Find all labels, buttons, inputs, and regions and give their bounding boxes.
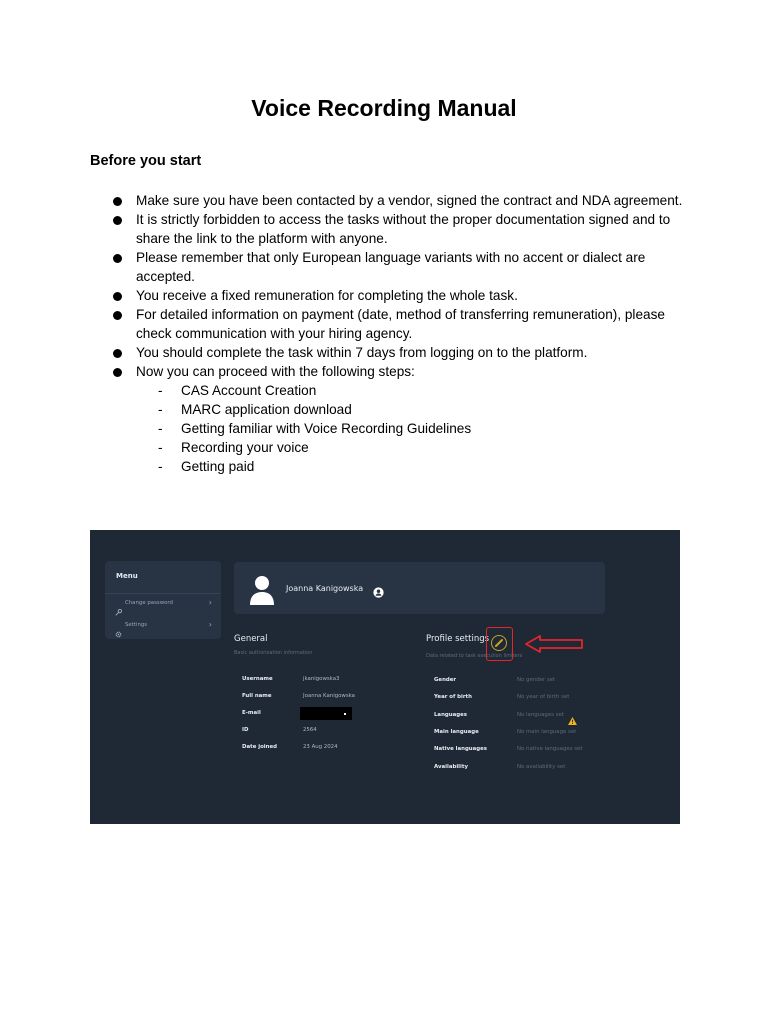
menu-item-settings[interactable] [105,617,221,637]
year-of-birth-label: Year of birth [434,694,472,700]
bullet-item: You receive a fixed remuneration for completing the whole task. [112,286,692,305]
chevron-right-icon: › [208,620,212,629]
bullet-item: It is strictly forbidden to access the tasks without the proper documentation signed and to share the link to the platform with anyone. [112,210,692,248]
bullet-item: Make sure you have been contacted by a vendor, signed the contract and NDA agreement. [112,191,692,210]
document-title: Voice Recording Manual [251,95,517,121]
profile-card [234,562,605,614]
languages-value: No languages set [517,712,564,718]
bullet-dot [113,216,122,225]
availability-label: Availability [434,764,468,770]
languages-label: Languages [434,712,467,718]
native-languages-label: Native languages [434,746,488,752]
menu-header [105,561,221,594]
bullet-dot [113,349,122,358]
username-label: Username [242,676,273,682]
email-label: E-mail [242,710,261,716]
pencil-icon[interactable] [491,635,507,651]
bullet-dot [113,254,122,263]
bullet-item: Please remember that only European language variants with no accent or dialect are accepted. [112,248,692,286]
native-languages-value: No native languages set [517,746,583,752]
menu-item-change-password[interactable] [105,595,221,615]
id-value: 2564 [303,727,317,733]
arrow-left-icon [524,634,586,654]
bullet-dot [113,368,122,377]
section-heading: Before you start [90,153,202,169]
step-item: - Recording your voice [158,440,309,455]
menu-title: Menu [116,572,138,580]
general-section-subtitle: Basic authorization information [234,650,313,656]
bullet-list [112,191,692,476]
step-item: - MARC application download [158,402,352,417]
gear-icon [115,623,121,629]
menu-item-label: Change password [125,600,173,606]
step-item: - Getting familiar with Voice Recording Guidelines [158,421,472,436]
main-language-label: Main language [434,729,479,735]
platform-screenshot [90,530,680,824]
profile-name: Joanna Kanigowska [286,584,364,593]
edit-highlight-box [486,627,513,661]
bullet-item: You should complete the task within 7 days from logging on to the platform. [112,343,692,362]
main-language-value: No main language set [517,729,577,735]
warning-triangle-icon [568,710,577,718]
chevron-right-icon: › [208,598,212,607]
date-joined-value: 23 Aug 2024 [303,744,338,750]
profile-settings-subtitle: Data related to task execution limiters [426,653,523,659]
step-item: - CAS Account Creation [158,383,317,398]
year-of-birth-value: No year of birth set [517,694,570,700]
profile-settings-title: Profile settings [426,634,490,644]
bullet-dot [113,197,122,206]
full-name-label: Full name [242,693,272,699]
bullet-dot [113,292,122,301]
date-joined-label: Date joined [242,744,277,750]
bullet-dot [113,311,122,320]
steps-list [158,381,692,476]
availability-value: No availability set [517,764,566,770]
step-item: - Getting paid [158,459,255,474]
general-section-title: General [234,634,268,644]
user-circle-icon[interactable] [373,583,384,594]
key-icon [115,601,121,607]
user-silhouette-icon [248,574,276,606]
username-value: jkanigowska3 [303,676,340,682]
menu-panel [105,561,221,639]
bullet-item: Now you can proceed with the following steps: - CAS Account Creation - MARC application download - Getting familiar with Voice Recording Guidelines - Recording your voice - Getting paid [112,362,692,476]
menu-item-label: Settings [125,622,148,628]
gender-label: Gender [434,677,457,683]
gender-value: No gender set [517,677,556,683]
bullet-item: For detailed information on payment (date, method of transferring remuneration), please check communication with your hiring agency. [112,305,692,343]
redaction-mark [344,713,346,715]
id-label: ID [242,727,249,733]
full-name-value: Joanna Kanigowska [303,693,355,699]
